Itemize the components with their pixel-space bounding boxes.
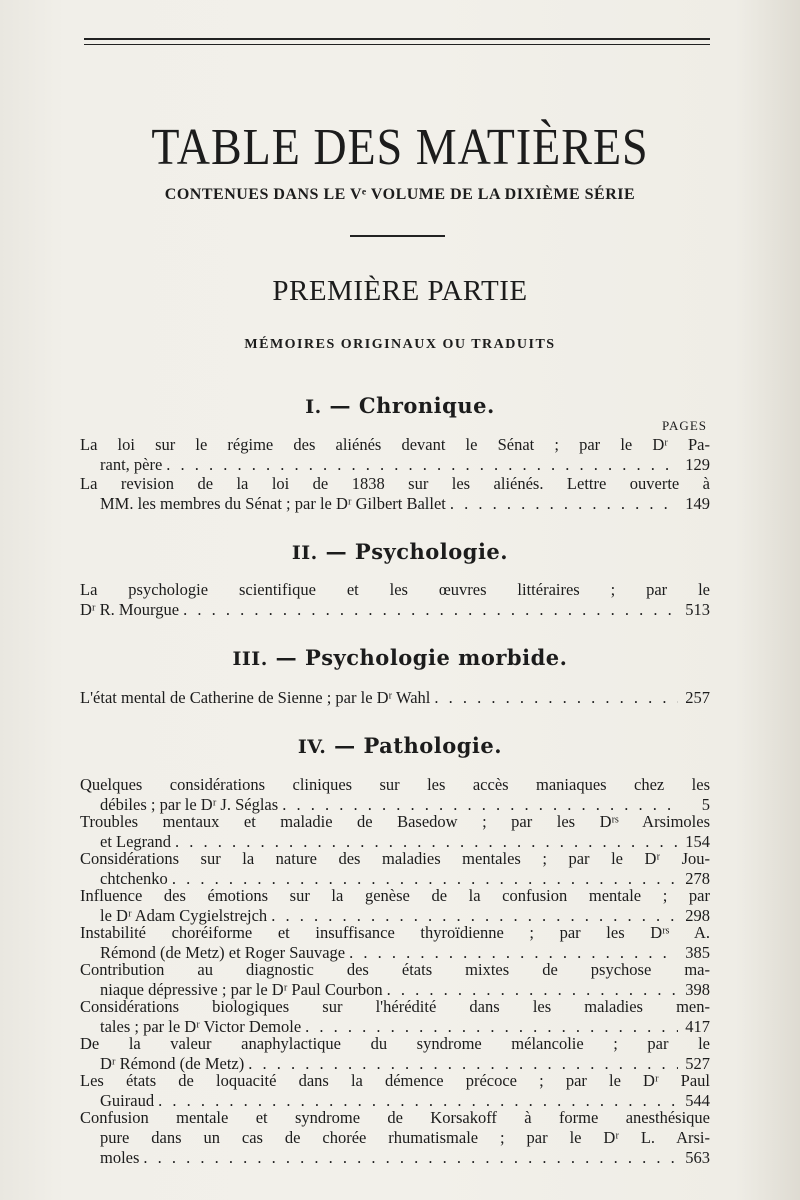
page-number: 544 [685,1091,710,1110]
entry-line: et Legrand [100,832,172,851]
entry-line: La loi sur le régime des aliénés devant le Sénat ; par le Dʳ Pa- [80,435,710,454]
entry-line: le Dʳ Adam Cygielstrejch [100,906,268,925]
toc-entry [80,997,710,1037]
entry-line: Quelques considérations cliniques sur les accès maniaques chez les [80,775,710,794]
entry-line: Instabilité choréiforme et insuffisance thyroïdienne ; par les Dʳˢ A. [80,923,710,942]
toc-entry [80,849,710,889]
page-number: 513 [685,600,710,619]
entry-line: Dʳ Rémond (de Metz) [100,1054,245,1073]
entry-line: Influence des émotions sur la genèse de la confusion mentale ; par [80,886,710,905]
page-number: 385 [685,943,710,962]
toc-entry [80,923,710,963]
entry-line: rant, père [100,455,163,474]
toc-entry [80,775,710,815]
entry-line: Contribution au diagnostic des états mixtes de psychose ma- [80,960,710,979]
entry-line: Les états de loquacité dans la démence précoce ; par le Dʳ Paul [80,1071,710,1090]
page-subtitle: CONTENUES DANS LE Vᵉ VOLUME DE LA DIXIÈME SÉRIE [164,186,636,203]
entry-line: tales ; par le Dʳ Victor Demole [100,1017,302,1036]
page-number: 5 [701,795,710,814]
entry-line: Confusion mentale et syndrome de Korsakoff à forme anesthésique [80,1108,710,1127]
page-number: 257 [685,688,710,707]
page-number: 298 [685,906,710,925]
entry-line: La psychologie scientifique et les œuvres littéraires ; par le [80,580,710,599]
section-heading-psychologie: II. — Psychologie. [291,539,509,564]
toc-entry [80,435,710,475]
page-number: 417 [685,1017,710,1036]
toc-entry [80,580,710,620]
section-heading-pathologie: IV. — Pathologie. [297,733,503,758]
entry-line: De la valeur anaphylactique du syndrome mélancolie ; par le [80,1034,710,1053]
toc-entry [80,1071,710,1111]
top-rule-thin [84,44,710,45]
page-number: 278 [685,869,710,888]
page-number: 149 [685,494,710,513]
entry-line: L'état mental de Catherine de Sienne ; par le Dʳ Wahl [80,688,431,707]
page-title: TABLE DES MATIÈRES [151,117,649,176]
entry-line: moles [100,1148,140,1167]
toc-entry [80,886,710,926]
entry-line: Guiraud [100,1091,155,1110]
entry-line: Considérations sur la nature des maladies mentales ; par le Dʳ Jou- [80,849,710,868]
entry-line: Considérations biologiques sur l'hérédité dans les maladies men- [80,997,710,1016]
entry-line: chtchenko [100,869,168,888]
page-number: 129 [685,455,710,474]
toc-entry [80,960,710,1000]
page-number: 398 [685,980,710,999]
entry-line: niaque dépressive ; par le Dʳ Paul Courbon [100,980,383,999]
page-number: 527 [685,1054,710,1073]
part-heading: PREMIÈRE PARTIE [272,275,528,307]
section-heading-chronique: I. — Chronique. [305,393,495,418]
toc-entry [80,812,710,852]
memoires-heading: MÉMOIRES ORIGINAUX OU TRADUITS [244,337,556,352]
top-rule [84,38,710,40]
pages-label: PAGES [662,418,707,433]
entry-line: Rémond (de Metz) et Roger Sauvage [100,943,346,962]
toc-entry [80,1108,710,1168]
section-heading-psychologie-morbide: III. — Psychologie morbide. [232,645,568,670]
page-number: 154 [685,832,710,851]
entry-line: Dʳ R. Mourgue [80,600,180,619]
page-number: 563 [685,1148,710,1167]
divider [350,235,445,237]
entry-line: La revision de la loi de 1838 sur les aliénés. Lettre ouverte à [80,474,710,493]
entry-line: MM. les membres du Sénat ; par le Dʳ Gilbert Ballet [100,494,446,513]
toc-entry [80,1034,710,1074]
toc-entry [80,688,710,708]
entry-line: pure dans un cas de chorée rhumatismale ; par le Dʳ L. Arsi- [100,1128,710,1147]
entry-line: Troubles mentaux et maladie de Basedow ; par les Dʳˢ Arsimoles [80,812,710,831]
toc-entry [80,474,710,514]
entry-line: débiles ; par le Dʳ J. Séglas [100,795,279,814]
